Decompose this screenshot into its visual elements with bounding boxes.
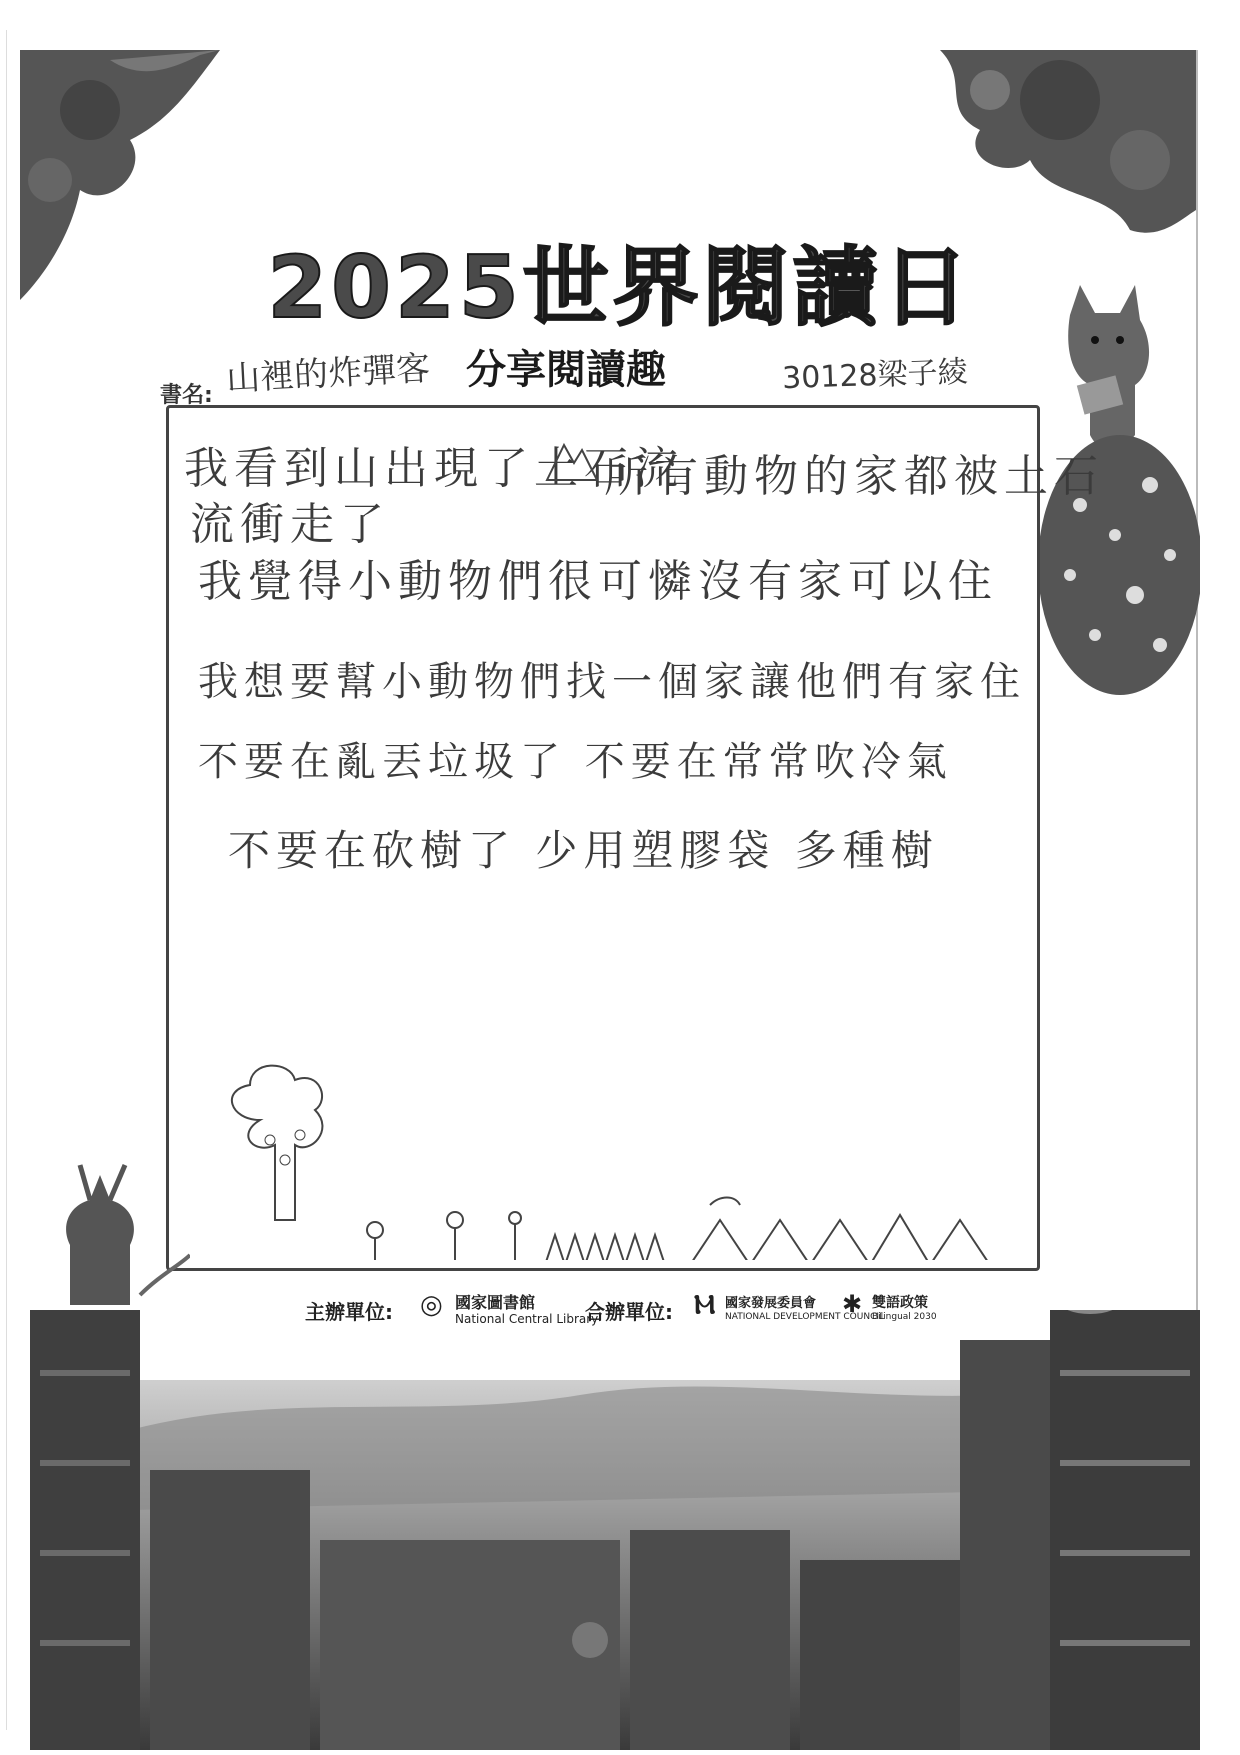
host-name-en: National Central Library	[455, 1312, 599, 1326]
bilingual-name-en: Bilingual 2030	[872, 1312, 937, 1322]
host-label: 主辦單位:	[305, 1300, 393, 1324]
child-drawing	[200, 1060, 1040, 1260]
essay-line: 不要在砍樹了 少用塑膠袋 多種樹	[228, 826, 939, 875]
deer-illustration	[30, 1155, 190, 1315]
co-name-en: NATIONAL DEVELOPMENT COUNCIL	[725, 1312, 885, 1322]
co-name: 國家發展委員會	[725, 1296, 817, 1311]
book-label: 書名:	[160, 383, 213, 408]
co-label: 合辦單位:	[585, 1300, 673, 1324]
essay-line: 我覺得小動物們很可憐沒有家可以住	[198, 556, 998, 607]
essay-line: 我看到山出現了土石流	[184, 443, 684, 494]
host-name: 國家圖書館	[455, 1293, 536, 1312]
bilingual-logo-icon: ✱	[842, 1290, 863, 1318]
bilingual-name: 雙語政策	[872, 1295, 928, 1311]
essay-line: 我想要幫小動物們找一個家讓他們有家住	[198, 659, 1026, 705]
student-name-handwritten: 30128梁子綾	[781, 354, 969, 397]
mountain-doodle	[542, 435, 602, 485]
essay-line: 流衝走了	[190, 499, 390, 550]
essay-line: 不要在亂丟垃圾了 不要在常常吹冷氣	[198, 739, 953, 785]
page-title: 2025世界閱讀日	[267, 238, 973, 338]
bookshelf-landscape-illustration	[30, 1310, 1200, 1750]
book-title-handwritten: 山裡的炸彈客	[225, 348, 432, 400]
library-logo-icon: ◎	[420, 1290, 443, 1320]
page-subtitle: 分享閱讀趣	[466, 347, 666, 393]
essay-line: 所有動物的家都被土石	[604, 451, 1104, 502]
ndc-logo-icon: Ⲙ	[694, 1290, 716, 1320]
